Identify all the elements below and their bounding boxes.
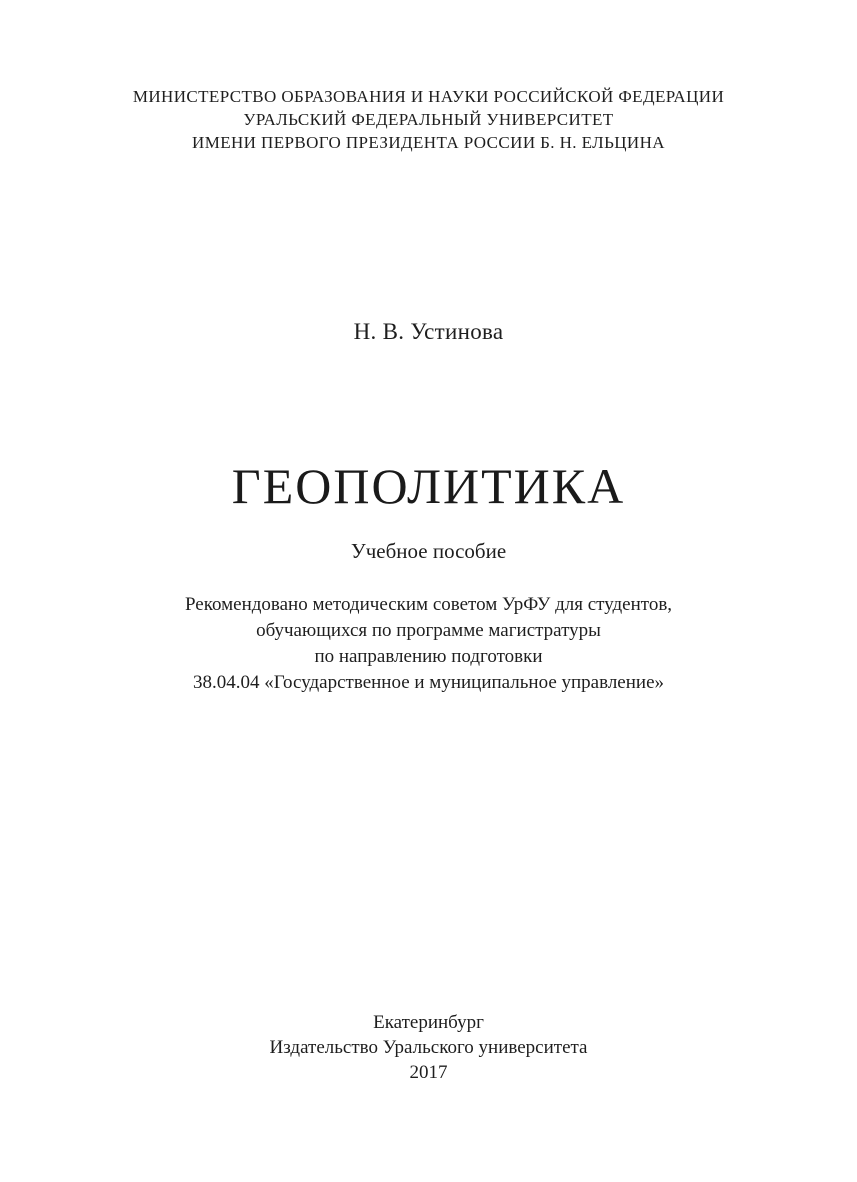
author-name: Н. В. Устинова — [353, 319, 504, 344]
imprint-publisher: Издательство Уральского университета — [269, 1037, 588, 1058]
ministry-header — [0, 85, 857, 154]
university-name-line: ИМЕНИ ПЕРВОГО ПРЕЗИДЕНТА РОССИИ Б. Н. ЕЛЬЦИНА — [192, 133, 665, 152]
imprint-year: 2017 — [409, 1062, 448, 1083]
imprint-city: Екатеринбург — [373, 1012, 484, 1033]
recommendation-line: обучающихся по программе магистратуры — [256, 620, 601, 641]
recommendation-line: 38.04.04 «Государственное и муниципальное управление» — [192, 672, 665, 693]
recommendation-line: по направлению подготовки — [314, 646, 543, 667]
ministry-line: МИНИСТЕРСТВО ОБРАЗОВАНИЯ И НАУКИ РОССИЙСКОЙ ФЕДЕРАЦИИ — [132, 87, 725, 106]
university-line: УРАЛЬСКИЙ ФЕДЕРАЛЬНЫЙ УНИВЕРСИТЕТ — [243, 110, 614, 129]
imprint — [0, 1010, 857, 1085]
recommendation-text — [0, 592, 857, 696]
book-subtitle: Учебное пособие — [350, 539, 507, 563]
recommendation-line: Рекомендовано методическим советом УрФУ для студентов, — [184, 594, 673, 615]
book-title: ГЕОПОЛИТИКА — [231, 458, 626, 514]
